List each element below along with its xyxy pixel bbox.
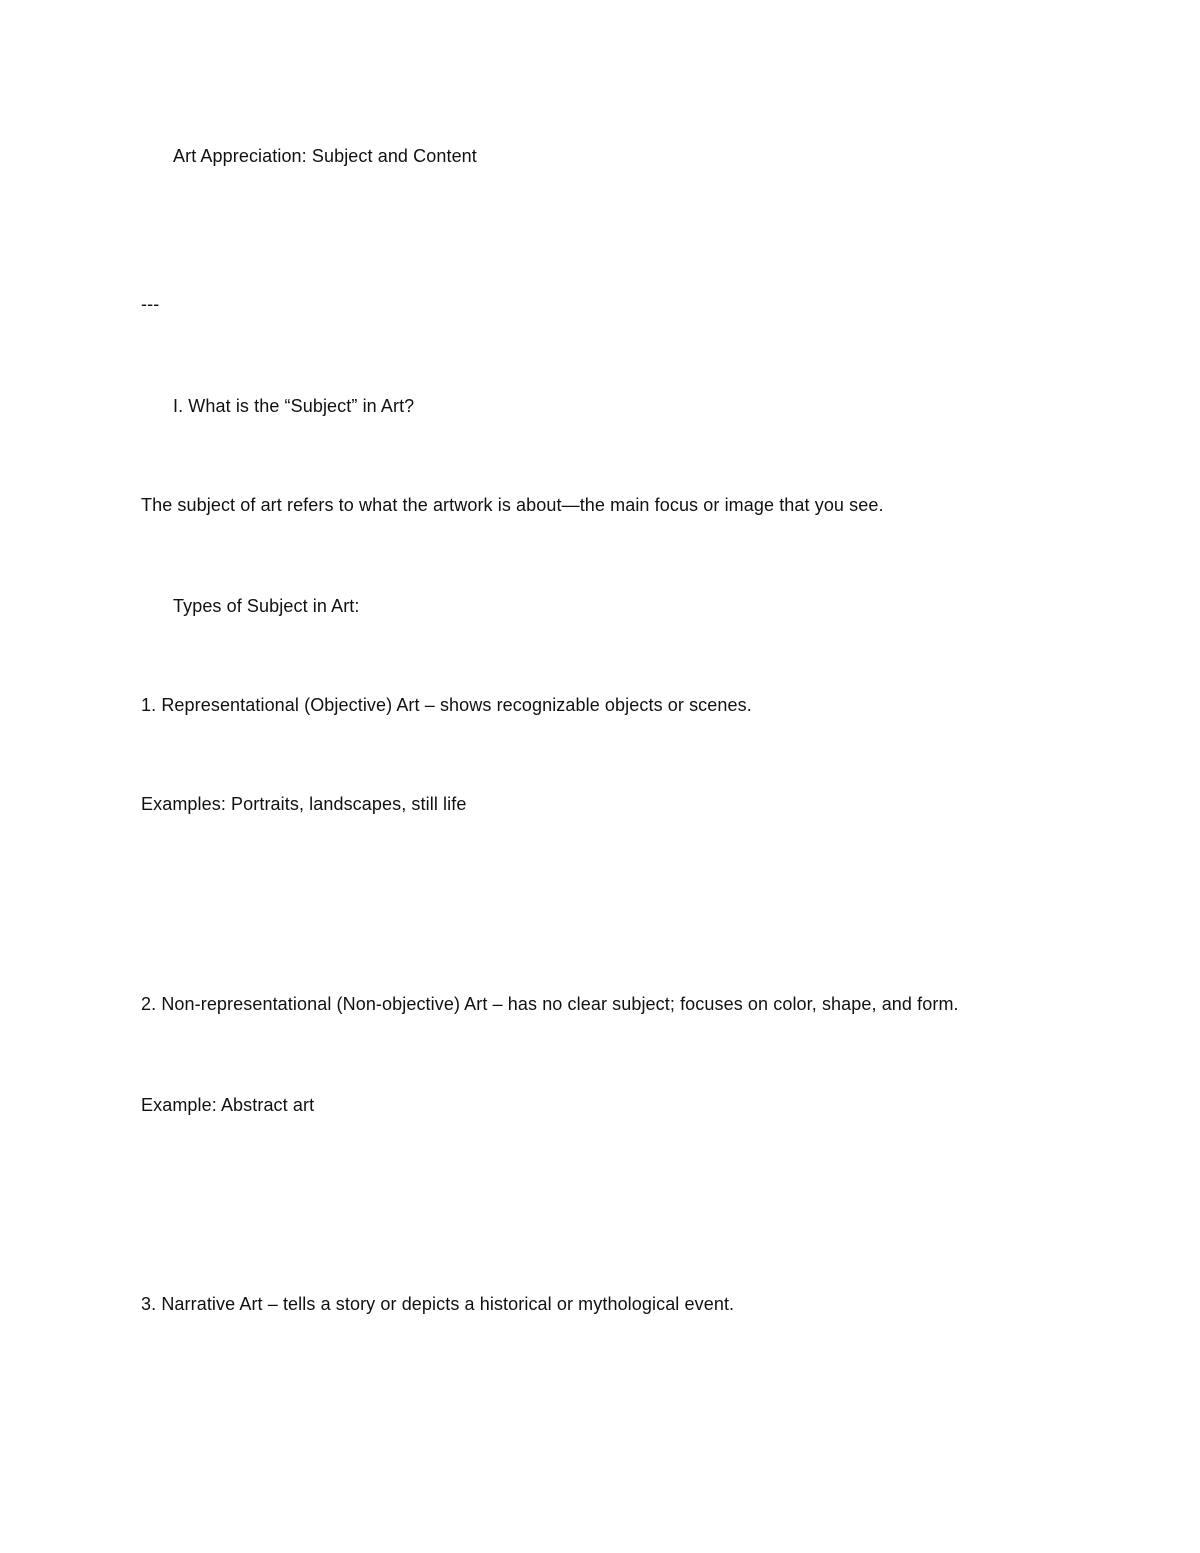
intro-paragraph: The subject of art refers to what the artwork is about—the main focus or image that you see. bbox=[141, 495, 884, 515]
separator: --- bbox=[141, 294, 160, 314]
list-item: 3. Narrative Art – tells a story or depicts a historical or mythological event. bbox=[141, 1294, 735, 1314]
list-item: 1. Representational (Objective) Art – shows recognizable objects or scenes. bbox=[141, 695, 752, 715]
list-item-example: Example: Abstract art bbox=[141, 1095, 315, 1115]
document-title: Art Appreciation: Subject and Content bbox=[173, 146, 477, 166]
types-heading: Types of Subject in Art: bbox=[173, 596, 360, 616]
section-heading: I. What is the “Subject” in Art? bbox=[173, 396, 415, 416]
list-item: 2. Non-representational (Non-objective) Art – has no clear subject; focuses on color, shape, and form. bbox=[141, 994, 959, 1014]
list-item-example: Examples: Portraits, landscapes, still life bbox=[141, 794, 467, 814]
